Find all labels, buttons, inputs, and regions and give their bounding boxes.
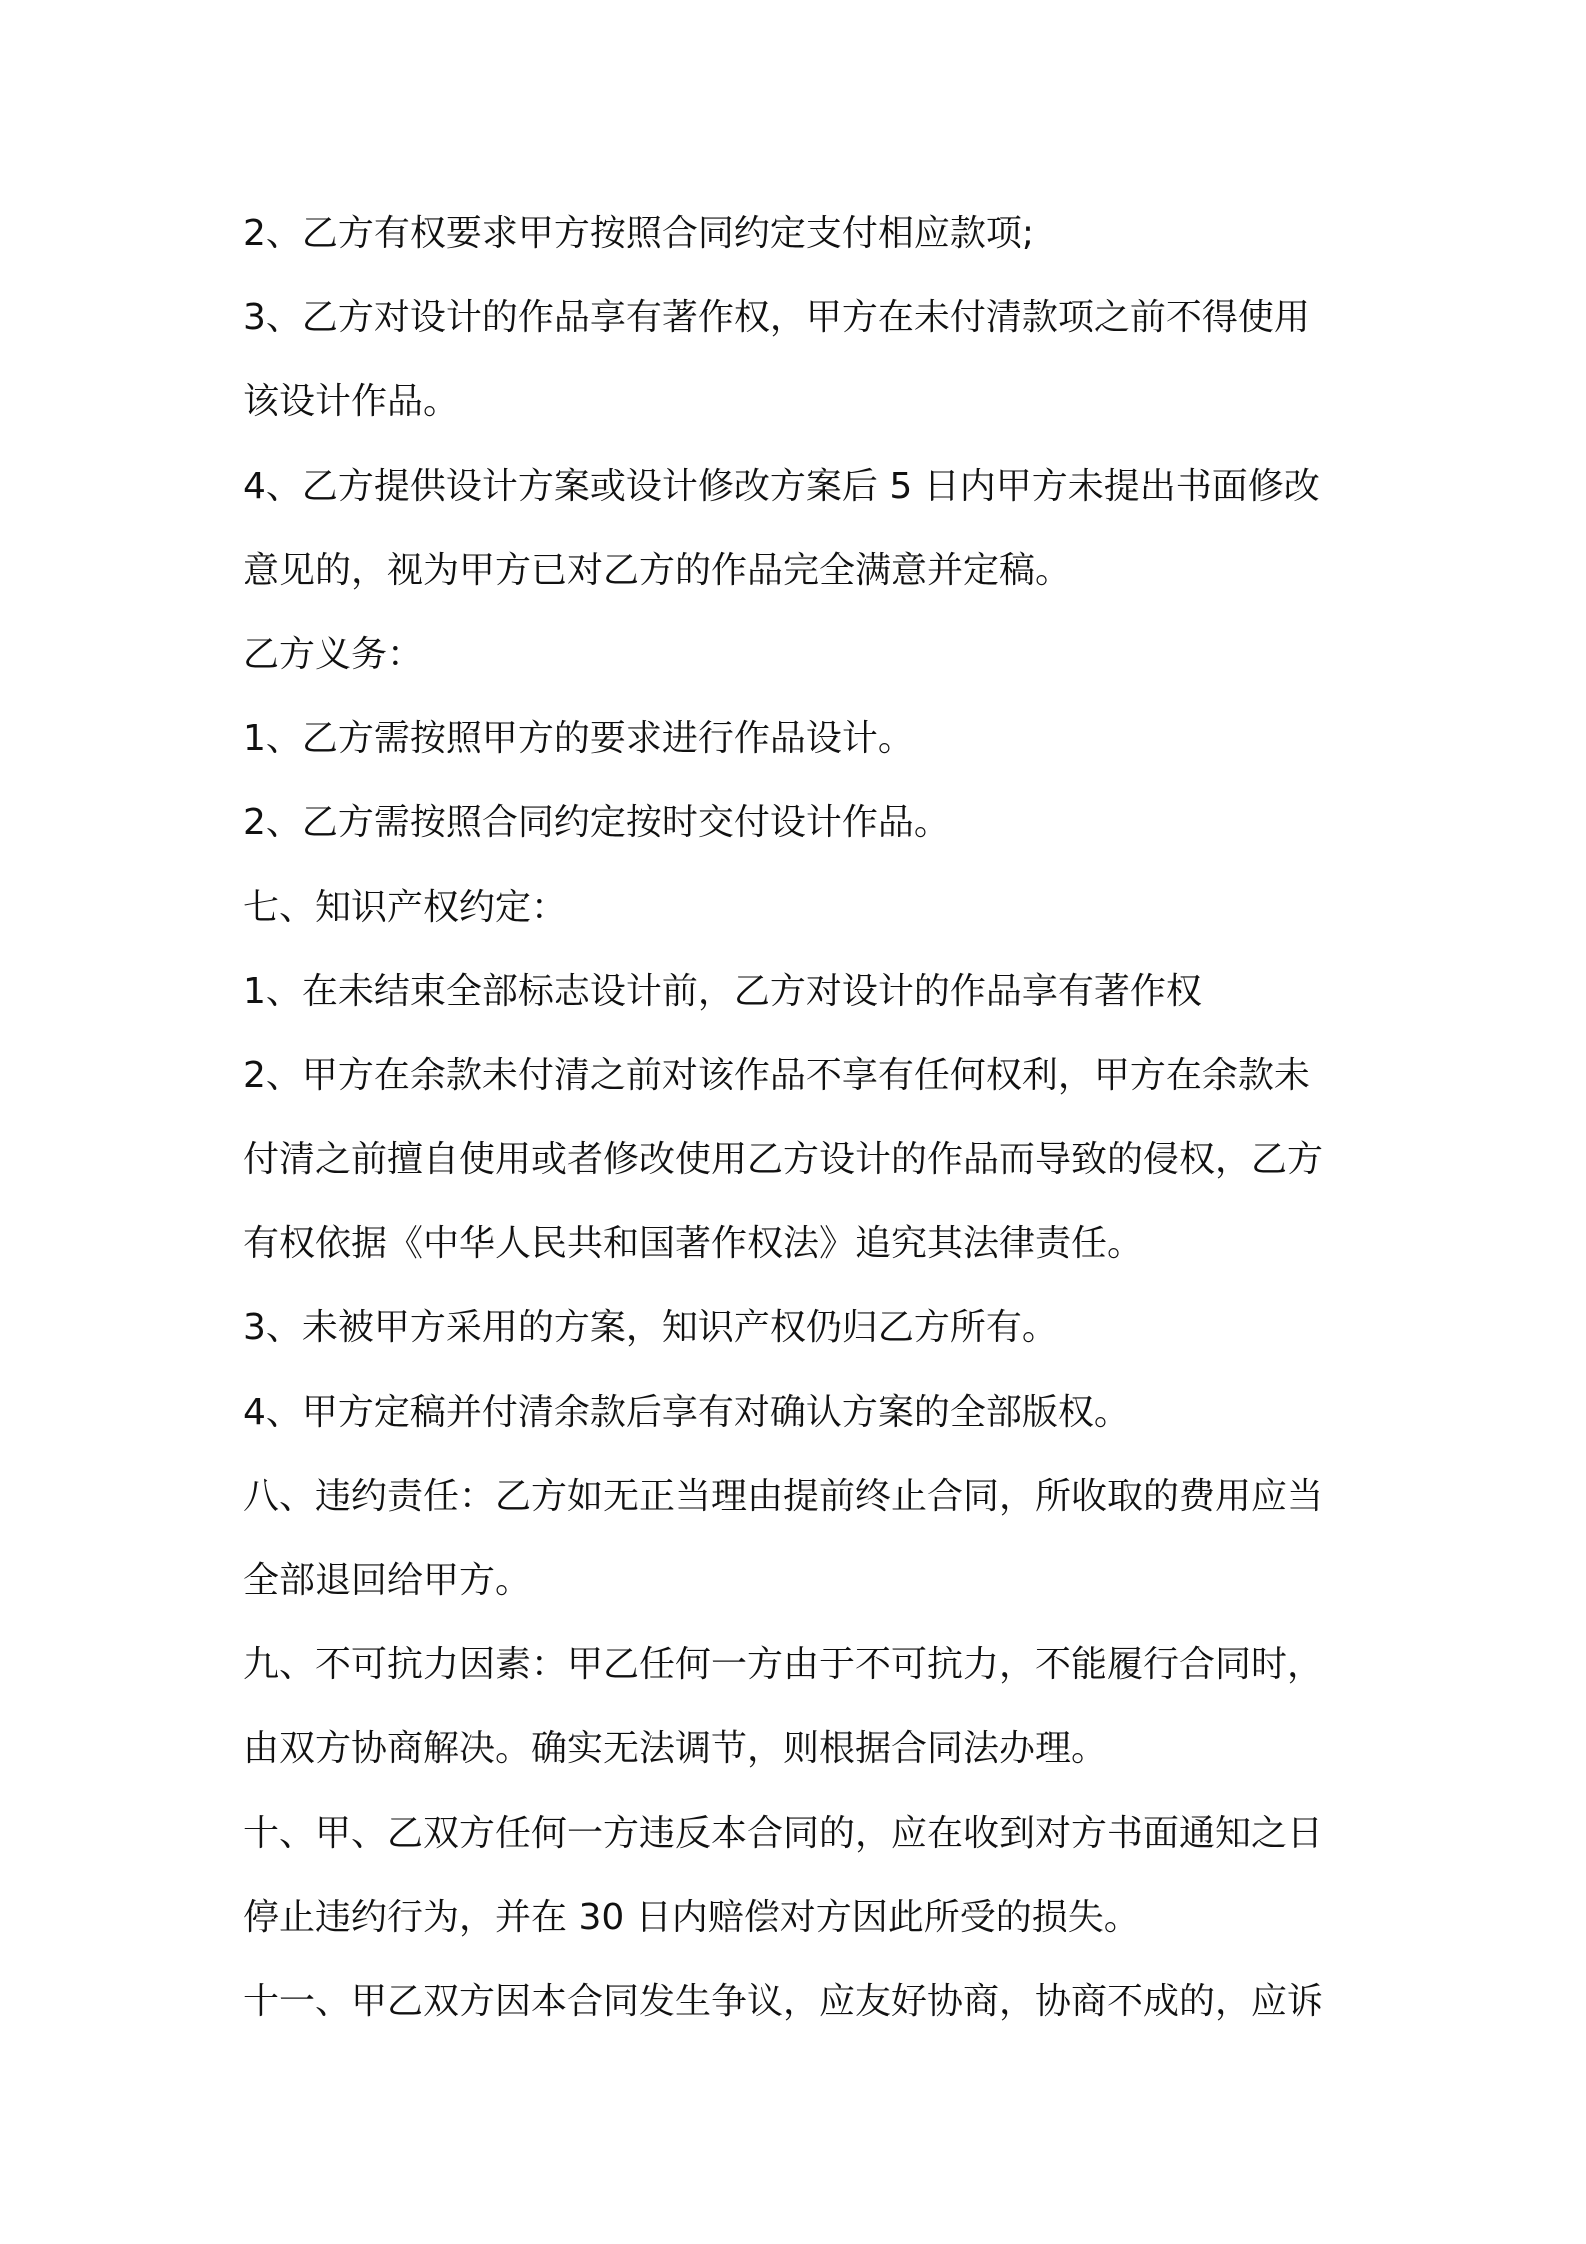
- text-line: 2、甲方在余款未付清之前对该作品不享有任何权利，甲方在余款未: [243, 1054, 1310, 1096]
- section-heading: 十、甲、乙双方任何一方违反本合同的，应在收到对方书面通知之日: [243, 1812, 1324, 1854]
- text-line: 4、甲方定稿并付清余款后享有对确认方案的全部版权。: [243, 1391, 1130, 1433]
- section-heading: 九、不可抗力因素：甲乙任何一方由于不可抗力，不能履行合同时，: [243, 1644, 1324, 1686]
- text-line: 全部退回给甲方。: [243, 1560, 532, 1601]
- text-line: 意见的，视为甲方已对乙方的作品完全满意并定稿。: [243, 549, 1072, 591]
- section-heading: 七、知识产权约定：: [243, 886, 568, 928]
- text-line: 由双方协商解决。确实无法调节，则根据合同法办理。: [243, 1728, 1108, 1770]
- text-line: 2、乙方需按照合同约定按时交付设计作品。: [243, 802, 950, 844]
- text-line: 1、在未结束全部标志设计前，乙方对设计的作品享有著作权: [243, 970, 1202, 1012]
- section-heading: 十一、甲乙双方因本合同发生争议，应友好协商，协商不成的，应诉: [243, 1980, 1324, 2022]
- text-line: 3、未被甲方采用的方案，知识产权仍归乙方所有。: [243, 1307, 1058, 1349]
- section-heading: 八、违约责任：乙方如无正当理由提前终止合同，所收取的费用应当: [243, 1475, 1324, 1517]
- text-line: 停止违约行为，并在 30 日内赔偿对方因此所受的损失。: [243, 1896, 1140, 1938]
- text-line: 有权依据《中华人民共和国著作权法》追究其法律责任。: [243, 1223, 1144, 1265]
- section-heading: 乙方义务：: [243, 633, 424, 675]
- text-line: 2、乙方有权要求甲方按照合同约定支付相应款项;: [243, 213, 1035, 254]
- text-line: 3、乙方对设计的作品享有著作权，甲方在未付清款项之前不得使用: [243, 297, 1310, 339]
- text-line: 4、乙方提供设计方案或设计修改方案后 5 日内甲方未提出书面修改: [243, 465, 1320, 507]
- text-line: 该设计作品。: [243, 381, 460, 423]
- text-line: 付清之前擅自使用或者修改使用乙方设计的作品而导致的侵权，乙方: [243, 1139, 1324, 1181]
- document-body: [243, 192, 1363, 2044]
- text-line: 1、乙方需按照甲方的要求进行作品设计。: [243, 718, 914, 760]
